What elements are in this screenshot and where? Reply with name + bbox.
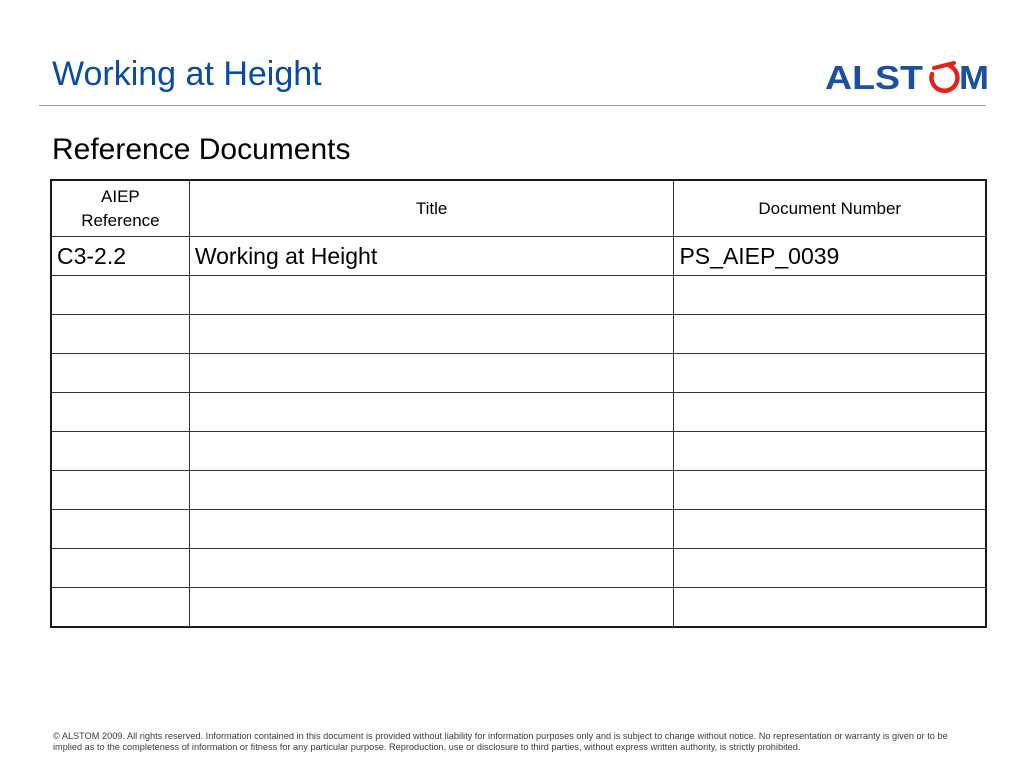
cell-document-number [674,315,986,354]
copyright-footer: © ALSTOM 2009. All rights reserved. Information contained in this document is provided without liability for information purposes only and is subject to change without notice. No representation or warranty is given or to be implied as to the completeness of information or fitness for any particular purpose. Reproduction, use or disclosure to third parties, without express written authority, is strictly prohibited. [53,731,948,752]
reference-documents-table [50,179,987,628]
table-row [51,471,986,510]
cell-aiep-reference [51,510,189,549]
cell-document-number [674,432,986,471]
column-header-title: Title [189,180,674,237]
cell-document-number [674,354,986,393]
cell-aiep-reference [51,549,189,588]
cell-title [189,471,674,510]
cell-aiep-reference [51,471,189,510]
table-row [51,315,986,354]
cell-title [189,315,674,354]
page-title: Working at Height [52,55,322,93]
cell-document-number [674,276,986,315]
cell-document-number [674,549,986,588]
cell-document-number [674,510,986,549]
section-title: Reference Documents [52,133,351,166]
table-row [51,432,986,471]
column-header-aiep-reference: AIEP Reference [51,180,189,237]
cell-aiep-reference [51,393,189,432]
cell-aiep-reference [51,432,189,471]
header-divider [39,105,986,106]
cell-title [189,276,674,315]
cell-title [189,510,674,549]
alstom-logo [825,58,989,96]
table-row [51,237,986,276]
cell-title: Working at Height [189,237,674,276]
table-row [51,588,986,628]
table-row [51,276,986,315]
cell-title [189,549,674,588]
table-row [51,510,986,549]
cell-title [189,588,674,628]
cell-aiep-reference [51,354,189,393]
cell-title [189,393,674,432]
cell-aiep-reference: C3-2.2 [51,237,189,276]
table-row [51,354,986,393]
table-row [51,393,986,432]
cell-title [189,432,674,471]
logo-letters-als: ALST [825,59,923,96]
logo-o-ring [931,63,957,91]
cell-document-number [674,471,986,510]
table-row [51,549,986,588]
cell-document-number [674,588,986,628]
cell-title [189,354,674,393]
logo-letter-m: M [959,59,989,96]
cell-aiep-reference [51,276,189,315]
table-header-row [51,180,986,237]
cell-document-number: PS_AIEP_0039 [674,237,986,276]
cell-aiep-reference [51,315,189,354]
cell-document-number [674,393,986,432]
cell-aiep-reference [51,588,189,628]
column-header-document-number: Document Number [674,180,986,237]
